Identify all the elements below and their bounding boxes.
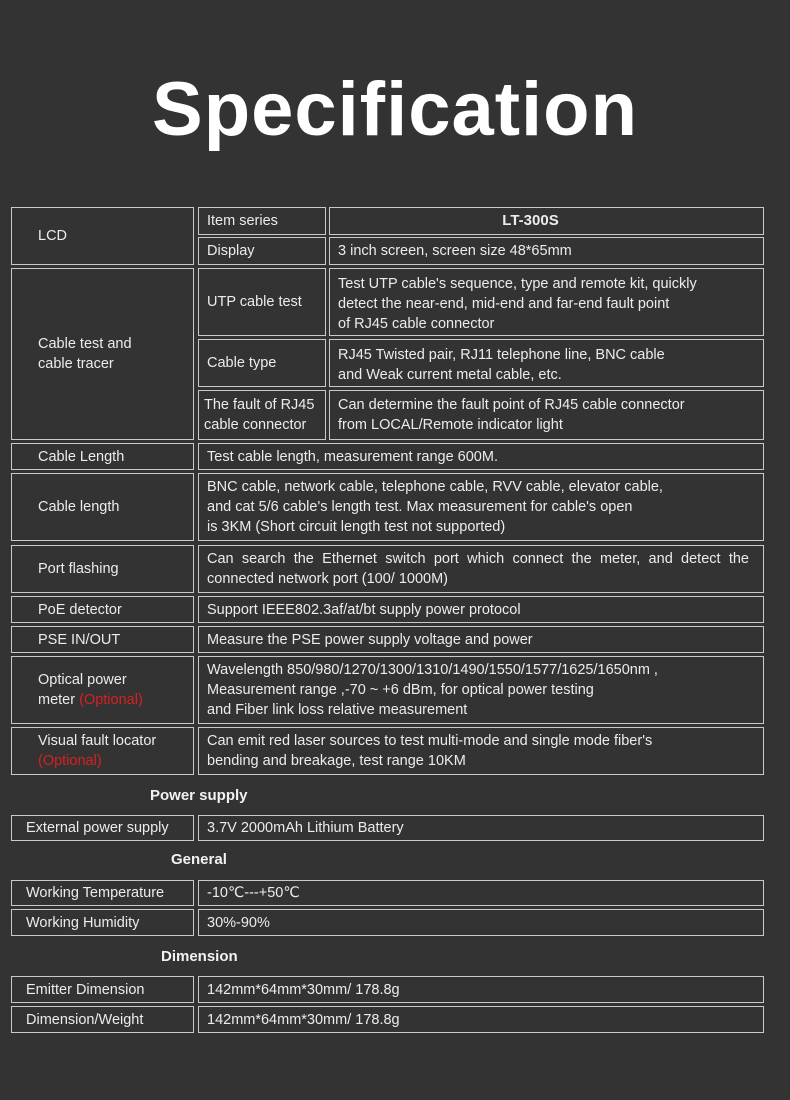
lcd-label-cell xyxy=(11,207,194,265)
pse-value-cell xyxy=(198,626,764,653)
temp-value-cell xyxy=(198,880,764,906)
fault-value-cell xyxy=(329,390,764,440)
item-series-label: Item series xyxy=(207,213,278,229)
pse-value: Measure the PSE power supply voltage and power xyxy=(207,631,533,648)
optical-label: Optical power meter xyxy=(38,672,127,708)
external-power-value-cell xyxy=(198,815,764,841)
poe-label-cell xyxy=(11,596,194,623)
cable-length-1-value-cell xyxy=(198,443,764,470)
display-label-cell xyxy=(198,237,326,265)
poe-value: Support IEEE802.3af/at/bt supply power protocol xyxy=(207,601,521,618)
cable-length-2-label-cell xyxy=(11,473,194,541)
display-value: 3 inch screen, screen size 48*65mm xyxy=(338,243,572,259)
port-flashing-label: Port flashing xyxy=(38,561,119,577)
cable-type-value: RJ45 Twisted pair, RJ11 telephone line, BNC cable and Weak current metal cable, etc. xyxy=(338,347,665,383)
cable-length-2-label: Cable length xyxy=(38,499,120,515)
vfl-label-cell xyxy=(11,727,194,775)
optical-optional-tag: (Optional) xyxy=(79,692,143,708)
temp-value: -10℃---+50℃ xyxy=(207,885,300,901)
pse-label-cell xyxy=(11,626,194,653)
cable-length-2-value-cell xyxy=(198,473,764,541)
page-title: Specification xyxy=(152,67,638,152)
emitter-value: 142mm*64mm*30mm/ 178.8g xyxy=(207,981,400,998)
fault-value: Can determine the fault point of RJ45 cable connector from LOCAL/Remote indicator light xyxy=(338,397,685,433)
external-power-value: 3.7V 2000mAh Lithium Battery xyxy=(207,820,404,836)
humidity-value: 30%-90% xyxy=(207,914,270,931)
vfl-value-cell xyxy=(198,727,764,775)
humidity-label-cell xyxy=(11,909,194,936)
weight-value-cell xyxy=(198,1006,764,1033)
cable-length-2-value: BNC cable, network cable, telephone cable, RVV cable, elevator cable, and cat 5/6 cable's length test. Max measurement for cable's open is 3KM (Short circuit length test not supported) xyxy=(207,479,663,535)
cable-length-1-label: Cable Length xyxy=(38,448,125,465)
item-series-label-cell xyxy=(198,207,326,235)
temp-label: Working Temperature xyxy=(26,885,165,901)
utp-value: Test UTP cable's sequence, type and remote kit, quickly detect the near-end, mid-end and far-end fault point of RJ45 cable connector xyxy=(338,276,697,332)
port-flashing-value-cell xyxy=(198,545,764,593)
lcd-label: LCD xyxy=(38,228,68,244)
emitter-label: Emitter Dimension xyxy=(26,981,145,998)
weight-label-cell xyxy=(11,1006,194,1033)
humidity-value-cell xyxy=(198,909,764,936)
optical-label-wrap xyxy=(38,670,143,710)
dimension-heading: Dimension xyxy=(161,948,238,965)
item-series-value-cell xyxy=(329,207,764,235)
pse-label: PSE IN/OUT xyxy=(38,631,121,648)
fault-label-cell xyxy=(198,390,326,440)
cable-length-1-label-cell xyxy=(11,443,194,470)
fault-label: The fault of RJ45 cable connector xyxy=(204,397,315,433)
temp-label-cell xyxy=(11,880,194,906)
vfl-label-wrap xyxy=(38,731,156,771)
cable-length-1-value: Test cable length, measurement range 600M. xyxy=(207,448,498,465)
utp-label-cell xyxy=(198,268,326,336)
cable-type-label-cell xyxy=(198,339,326,387)
display-label: Display xyxy=(207,243,255,259)
external-power-label-cell xyxy=(11,815,194,841)
vfl-value: Can emit red laser sources to test multi-mode and single mode fiber's bending and breakage, test range 10KM xyxy=(207,733,653,769)
poe-value-cell xyxy=(198,596,764,623)
vfl-label: Visual fault locator xyxy=(38,733,157,749)
emitter-value-cell xyxy=(198,976,764,1003)
external-power-label: External power supply xyxy=(26,820,169,836)
cable-test-label: Cable test and cable tracer xyxy=(38,336,132,372)
optical-label-cell xyxy=(11,656,194,724)
poe-label: PoE detector xyxy=(38,601,122,618)
cable-type-value-cell xyxy=(329,339,764,387)
item-series-value: LT-300S xyxy=(502,212,559,229)
utp-label: UTP cable test xyxy=(207,294,302,310)
optical-value: Wavelength 850/980/1270/1300/1310/1490/1550/1577/1625/1650nm , Measurement range ,-70 ~ +6 dBm, for optical power testing and Fiber link loss relative measurement xyxy=(207,662,658,718)
emitter-label-cell xyxy=(11,976,194,1003)
weight-label: Dimension/Weight xyxy=(26,1011,144,1028)
display-value-cell xyxy=(329,237,764,265)
port-flashing-value: Can search the Ethernet switch port which connect the meter, and detect the connected network port (100/ 1000M) xyxy=(207,551,749,587)
weight-value: 142mm*64mm*30mm/ 178.8g xyxy=(207,1011,400,1028)
port-flashing-label-cell xyxy=(11,545,194,593)
cable-test-label-cell xyxy=(11,268,194,440)
cable-type-label: Cable type xyxy=(207,355,277,371)
vfl-optional-tag: (Optional) xyxy=(38,753,102,769)
general-heading: General xyxy=(171,851,227,868)
optical-value-cell xyxy=(198,656,764,724)
humidity-label: Working Humidity xyxy=(26,914,140,931)
utp-value-cell xyxy=(329,268,764,336)
power-supply-heading: Power supply xyxy=(150,787,248,804)
